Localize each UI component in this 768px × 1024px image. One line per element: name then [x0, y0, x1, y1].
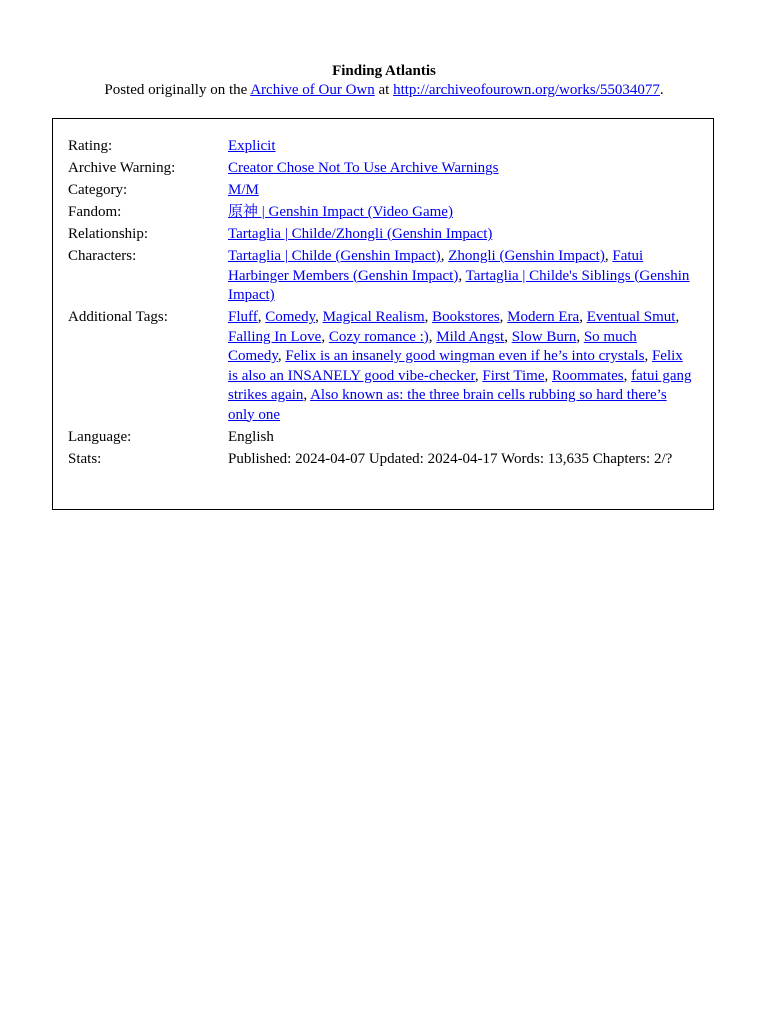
tag-separator: , — [579, 309, 587, 325]
freeform-tag-link[interactable]: Eventual Smut — [586, 309, 676, 325]
character-tag-link[interactable]: Zhongli (Genshin Impact) — [448, 248, 605, 264]
work-title: Finding Atlantis — [332, 63, 436, 79]
fandom-tag-link[interactable]: 原神 | Genshin Impact (Video Game) — [228, 204, 453, 220]
posted-line — [0, 81, 768, 100]
category-tag-link[interactable]: M/M — [228, 182, 259, 198]
freeform-tag-link[interactable]: Also known as: the three brain cells rubbing so hard there’s only one — [228, 387, 667, 423]
posted-middle: at — [374, 82, 394, 98]
tag-separator: , — [604, 248, 613, 264]
freeform-tag-link[interactable]: So much Comedy — [228, 328, 637, 364]
freeform-tag-link[interactable]: Felix is also an INSANELY good vibe-checker — [228, 348, 683, 384]
tag-separator: , — [303, 387, 311, 403]
freeform-tag-link[interactable]: Felix is an insanely good wingman even if he’s into crystals — [285, 348, 645, 364]
posted-prefix: Posted originally on the — [104, 82, 251, 98]
posted-suffix: . — [659, 82, 664, 98]
archive-link[interactable]: Archive of Our Own — [250, 82, 375, 98]
freeform-tag-link[interactable]: Roommates — [551, 367, 624, 384]
character-tag-link[interactable]: Fatui Harbinger Members (Genshin Impact) — [228, 248, 644, 284]
tag-separator: , — [257, 309, 266, 325]
character-tag-link[interactable]: Tartaglia | Childe (Genshin Impact) — [228, 248, 441, 264]
relationship-label: Relationship: — [68, 226, 148, 242]
tag-separator: , — [623, 367, 632, 384]
meta-row-stats — [68, 450, 702, 472]
tag-separator: , — [321, 328, 329, 345]
language-value: English — [228, 428, 274, 445]
freeform-tag-link[interactable]: Fluff — [228, 309, 258, 325]
freeform-tag-link[interactable]: Slow Burn — [511, 328, 577, 345]
stats-value: Published: 2024-04-07 Updated: 2024-04-17 Words: 13,635 Chapters: 2/? — [228, 450, 673, 467]
tag-separator: , — [277, 348, 286, 364]
language-label: Language: — [68, 428, 132, 445]
meta-row-warning — [68, 159, 702, 181]
freeform-tag-link[interactable]: Bookstores — [432, 309, 500, 325]
freeform-tag-link[interactable]: First Time — [482, 367, 545, 384]
tag-separator: , — [644, 348, 652, 364]
tag-separator: , — [440, 248, 449, 264]
tag-separator: , — [458, 267, 466, 284]
relationship-tags — [228, 225, 702, 247]
category-tags — [228, 181, 702, 203]
warning-tags — [228, 159, 702, 181]
freeform-tag-link[interactable]: Falling In Love — [228, 328, 322, 345]
tag-separator: , — [315, 309, 323, 325]
relationship-tag-link[interactable]: Tartaglia | Childe/Zhongli (Genshin Impact) — [228, 226, 493, 242]
freeform-tag-link[interactable]: Magical Realism — [322, 309, 425, 325]
tag-separator: , — [499, 309, 508, 325]
meta-row-relationship — [68, 225, 702, 247]
tag-separator: , — [428, 328, 437, 345]
rating-tags — [228, 137, 702, 159]
tag-separator: , — [504, 328, 512, 345]
work-header — [0, 62, 768, 100]
fandom-label: Fandom: — [68, 204, 122, 220]
tag-separator: , — [424, 309, 433, 325]
meta-row-additional-tags — [68, 308, 702, 428]
work-meta-box — [52, 118, 714, 510]
freeform-tag-link[interactable]: fatui gang strikes again — [228, 367, 692, 403]
tag-separator: , — [576, 328, 584, 345]
freeform-tag-link[interactable]: Mild Angst — [436, 328, 505, 345]
meta-row-fandom — [68, 203, 702, 225]
tag-separator: , — [544, 367, 552, 384]
additional-tags — [228, 308, 702, 428]
category-label: Category: — [68, 182, 128, 198]
freeform-tag-link[interactable]: Modern Era — [507, 309, 580, 325]
meta-row-rating — [68, 137, 702, 159]
meta-row-characters — [68, 247, 702, 308]
tag-separator: , — [474, 367, 483, 384]
meta-row-language — [68, 428, 702, 450]
work-meta-table — [68, 137, 702, 472]
rating-tag-link[interactable]: Explicit — [228, 138, 276, 154]
stats-label: Stats: — [68, 450, 102, 467]
work-url-link[interactable]: http://archiveofourown.org/works/55034077 — [393, 82, 660, 98]
meta-row-category — [68, 181, 702, 203]
rating-label: Rating: — [68, 138, 113, 154]
characters-label: Characters: — [68, 248, 137, 264]
fandom-tags — [228, 203, 702, 225]
freeform-tag-link[interactable]: Comedy — [265, 309, 316, 325]
warning-tag-link[interactable]: Creator Chose Not To Use Archive Warnings — [228, 160, 499, 176]
character-tag-link[interactable]: Tartaglia | Childe's Siblings (Genshin Impact) — [228, 267, 690, 303]
tag-separator: , — [675, 309, 680, 325]
additional-tags-label: Additional Tags: — [68, 309, 168, 325]
freeform-tag-link[interactable]: Cozy romance :) — [328, 328, 429, 345]
warning-label: Archive Warning: — [68, 160, 176, 176]
character-tags — [228, 247, 702, 308]
